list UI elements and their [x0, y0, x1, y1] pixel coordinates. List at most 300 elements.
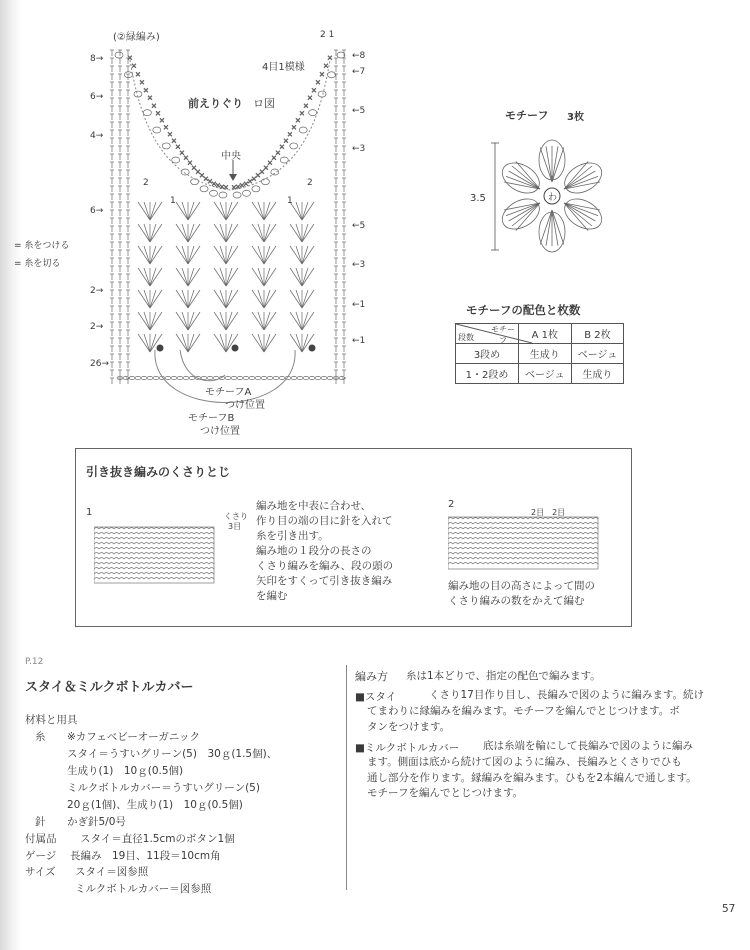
stitch [214, 224, 226, 242]
knit-loop [134, 528, 139, 530]
knit-loop [473, 543, 478, 545]
stitch [280, 157, 288, 163]
stitch: × [235, 182, 241, 191]
table-header-b: B 2枚 [571, 324, 624, 344]
right-row-number: ←3 [352, 260, 366, 270]
knit-loop [109, 538, 114, 540]
knit-loop [174, 558, 179, 560]
stitch [226, 334, 232, 352]
knit-loop [553, 543, 558, 545]
knit-loop [169, 553, 174, 555]
knit-loop [134, 543, 139, 545]
neckline-curve [130, 60, 330, 190]
stitch: × [187, 159, 193, 168]
knit-loop [513, 548, 518, 550]
stitch [290, 143, 298, 149]
knit-loop [448, 538, 453, 540]
right-row-number: ←3 [352, 144, 366, 154]
stitch: × [127, 54, 133, 62]
knit-loop [518, 548, 523, 550]
cover-instructions-cont: ます。側面は底から続けて図のように編み、長編みとくさりでひも 通し部分を作ります。縁編みを編みます。ひもを2本編んで通します。 モチーフを編んでとじつけます。 [367, 756, 697, 799]
knit-loop [149, 573, 154, 575]
stitch [138, 246, 150, 264]
knit-loop [518, 543, 523, 545]
knit-loop [568, 563, 573, 565]
knit-loop [568, 543, 573, 545]
knit-loop [463, 558, 468, 560]
needle-label: 針 [35, 816, 46, 828]
knit-loop [473, 563, 478, 565]
knit-loop [154, 553, 159, 555]
knit-loop [179, 533, 184, 535]
stitch [153, 377, 159, 380]
knit-loop [508, 563, 513, 565]
stitch [226, 290, 238, 308]
knit-loop [94, 553, 99, 555]
stitch [290, 334, 302, 352]
knit-loop [159, 528, 164, 530]
knit-loop [453, 553, 458, 555]
stitch [188, 334, 194, 352]
knit-loop [129, 553, 134, 555]
motif-stitch [512, 166, 540, 189]
stitch [182, 312, 188, 330]
knit-loop [194, 533, 199, 535]
knit-loop [558, 533, 563, 535]
knit-loop [199, 538, 204, 540]
stitch: × [259, 167, 265, 176]
knit-loop [453, 548, 458, 550]
stitch: × [247, 177, 253, 186]
knit-loop [563, 523, 568, 525]
knit-loop [478, 523, 483, 525]
knit-loop [508, 528, 513, 530]
knit-loop [453, 533, 458, 535]
knit-loop [568, 538, 573, 540]
knit-loop [543, 558, 548, 560]
knit-loop [129, 528, 134, 530]
left-row-number: 2→ [90, 286, 104, 296]
bib-instructions-cont: てまわりに縁編みを編みます。モチーフを編んでとじつけます。ボ タンをつけます。 [367, 705, 680, 733]
knit-loop [528, 558, 533, 560]
stitch [327, 377, 333, 380]
knit-loop [468, 558, 473, 560]
knit-loop [154, 528, 159, 530]
knit-loop [483, 558, 488, 560]
knit-loop [134, 533, 139, 535]
stitch: × [327, 54, 333, 62]
knit-loop [119, 538, 124, 540]
knit-loop [458, 523, 463, 525]
knit-loop [563, 548, 568, 550]
stitch [302, 246, 314, 264]
knit-loop [134, 538, 139, 540]
knit-loop [159, 553, 164, 555]
knit-loop [154, 563, 159, 565]
knit-loop [593, 553, 598, 555]
stitch [207, 377, 213, 380]
knit-loop [94, 543, 99, 545]
knit-loop [578, 528, 583, 530]
knit-loop [174, 568, 179, 570]
stitch [264, 334, 270, 352]
knit-loop [189, 538, 194, 540]
knit-loop [568, 518, 573, 520]
knit-loop [154, 573, 159, 575]
knit-loop [533, 538, 538, 540]
knit-loop [209, 528, 214, 530]
knit-loop [204, 543, 209, 545]
knit-loop [204, 558, 209, 560]
stitch [252, 186, 260, 192]
stitch [201, 377, 207, 380]
knit-loop [483, 523, 488, 525]
knit-loop [498, 533, 503, 535]
knit-loop [533, 558, 538, 560]
knit-loop [104, 553, 109, 555]
knit-loop [498, 518, 503, 520]
stitch [188, 312, 200, 330]
knit-loop [194, 553, 199, 555]
stitch [176, 268, 188, 286]
stitch [143, 110, 151, 116]
knit-loop [488, 563, 493, 565]
knit-loop [553, 533, 558, 535]
knit-loop [533, 548, 538, 550]
stitch [200, 186, 208, 192]
knit-loop [189, 563, 194, 565]
motif-dot [232, 345, 239, 352]
knit-loop [528, 548, 533, 550]
knit-loop [99, 568, 104, 570]
knit-loop [518, 558, 523, 560]
stitch: × [171, 136, 177, 145]
stitch [258, 224, 264, 242]
knit-loop [448, 528, 453, 530]
knit-loop [548, 543, 553, 545]
knit-loop [478, 538, 483, 540]
knit-loop [513, 533, 518, 535]
knit-loop [149, 578, 154, 580]
stitch [252, 202, 264, 220]
knit-loop [513, 528, 518, 530]
stitch [264, 312, 276, 330]
stitch [226, 290, 232, 308]
stitch: × [303, 101, 309, 110]
knit-loop [533, 563, 538, 565]
knit-loop [129, 543, 134, 545]
knit-loop [468, 538, 473, 540]
knit-loop [538, 553, 543, 555]
knit-loop [493, 533, 498, 535]
knit-loop [109, 528, 114, 530]
knit-loop [558, 563, 563, 565]
stitch [258, 312, 264, 330]
knit-loop [149, 538, 154, 540]
technique-title: 引き抜き編みのくさりとじ [86, 465, 231, 479]
knit-loop [483, 548, 488, 550]
stitch [220, 202, 226, 220]
knit-loop [154, 533, 159, 535]
knit-loop [194, 528, 199, 530]
knit-loop [99, 528, 104, 530]
knit-loop [518, 563, 523, 565]
knit-loop [144, 543, 149, 545]
stitch [188, 290, 200, 308]
knit-loop [523, 523, 528, 525]
knit-loop [114, 568, 119, 570]
stitch: × [311, 86, 317, 95]
stitch [231, 377, 237, 380]
knit-loop [578, 553, 583, 555]
knit-loop [528, 533, 533, 535]
knit-loop [558, 538, 563, 540]
left-row-number: 26→ [90, 359, 109, 369]
stitch [176, 202, 188, 220]
knit-loop [518, 553, 523, 555]
knit-loop [523, 563, 528, 565]
table-row: 1・2段め ベージュ 生成り [456, 364, 624, 384]
knit-loop [498, 543, 503, 545]
knit-loop [99, 543, 104, 545]
knit-loop [179, 548, 184, 550]
motif-stitch [552, 146, 558, 182]
legend-cut: = 糸を切る [14, 259, 61, 269]
stitch [141, 377, 147, 380]
color-table-title: モチーフの配色と枚数 [466, 303, 581, 317]
knit-loop [174, 543, 179, 545]
stitch [226, 268, 238, 286]
knit-loop [189, 548, 194, 550]
knit-loop [209, 568, 214, 570]
stitch [226, 202, 238, 220]
stitch [258, 268, 264, 286]
stitch [176, 312, 188, 330]
knit-loop [483, 538, 488, 540]
knit-loop [104, 533, 109, 535]
knit-loop [149, 548, 154, 550]
left-row-number: 8→ [90, 54, 104, 64]
knit-loop [543, 523, 548, 525]
column-numbers: 2 1 [320, 30, 335, 40]
knit-loop [134, 558, 139, 560]
knit-loop [493, 528, 498, 530]
knit-loop [528, 518, 533, 520]
knit-loop [134, 578, 139, 580]
knit-loop [189, 553, 194, 555]
knit-loop [154, 578, 159, 580]
knit-loop [169, 573, 174, 575]
knit-loop [144, 558, 149, 560]
knit-loop [568, 548, 573, 550]
knit-loop [164, 533, 169, 535]
knit-loop [573, 518, 578, 520]
knit-loop [538, 518, 543, 520]
knit-loop [508, 538, 513, 540]
knit-loop [553, 548, 558, 550]
knit-loop [518, 523, 523, 525]
knit-loop [453, 528, 458, 530]
knit-loop [503, 563, 508, 565]
knit-loop [99, 578, 104, 580]
knit-loop [533, 528, 538, 530]
knit-loop [99, 558, 104, 560]
knit-loop [573, 533, 578, 535]
stitch [150, 268, 156, 286]
stitch [214, 202, 226, 220]
stitch [302, 290, 314, 308]
knit-loop [498, 538, 503, 540]
knit-loop [194, 568, 199, 570]
knit-loop [518, 533, 523, 535]
stitch [182, 246, 188, 264]
stitch [182, 268, 188, 286]
knit-loop [199, 558, 204, 560]
knit-loop [144, 578, 149, 580]
knit-loop [174, 573, 179, 575]
knit-loop [513, 538, 518, 540]
stitch [271, 169, 279, 175]
motif-stitch [546, 146, 552, 182]
knit-loop [563, 533, 568, 535]
knit-loop [488, 548, 493, 550]
stitch [302, 334, 308, 352]
stitch [188, 246, 200, 264]
knit-loop [458, 518, 463, 520]
knit-loop [144, 573, 149, 575]
knit-loop [109, 568, 114, 570]
knit-loop [503, 528, 508, 530]
knit-loop [563, 563, 568, 565]
knit-loop [558, 553, 563, 555]
center-arrow-head [229, 174, 237, 181]
inner-label: 2 [307, 178, 313, 188]
stitch [165, 377, 171, 380]
knit-loop [568, 533, 573, 535]
knit-loop [109, 553, 114, 555]
knit-loop [583, 528, 588, 530]
page-number: 57 [722, 903, 736, 915]
knit-loop [573, 563, 578, 565]
knit-loop [543, 548, 548, 550]
knit-loop [503, 558, 508, 560]
left-row-number: 6→ [90, 206, 104, 216]
stitch [150, 334, 156, 352]
knit-loop [553, 563, 558, 565]
knit-loop [508, 558, 513, 560]
knit-loop [94, 563, 99, 565]
knit-loop [578, 538, 583, 540]
knit-loop [483, 518, 488, 520]
knit-loop [209, 563, 214, 565]
stitch: × [255, 171, 261, 180]
knit-loop [553, 558, 558, 560]
stitch [150, 312, 162, 330]
knit-loop [503, 533, 508, 535]
knit-loop [164, 543, 169, 545]
knit-loop [548, 523, 553, 525]
stitch [214, 290, 226, 308]
motif-stitch [552, 210, 564, 245]
step1-number: 1 [86, 507, 93, 518]
knit-loop [94, 568, 99, 570]
knit-loop [179, 573, 184, 575]
knit-loop [184, 538, 189, 540]
knit-loop [144, 528, 149, 530]
stitch: × [299, 109, 305, 118]
stitch [258, 290, 264, 308]
motif-stitch [552, 147, 564, 182]
knit-loop [543, 533, 548, 535]
knit-loop [548, 553, 553, 555]
knit-loop [588, 518, 593, 520]
svg-text:わ: わ [548, 193, 558, 203]
knit-loop [104, 568, 109, 570]
knit-loop [119, 533, 124, 535]
knit-loop [174, 533, 179, 535]
knit-loop [184, 573, 189, 575]
swatch-outline [448, 517, 598, 569]
stitch [226, 312, 232, 330]
knit-loop [478, 543, 483, 545]
knit-loop [463, 543, 468, 545]
stitch [153, 127, 161, 133]
knit-loop [99, 533, 104, 535]
knit-loop [478, 548, 483, 550]
stitch [264, 290, 276, 308]
knit-loop [169, 533, 174, 535]
knit-loop [493, 563, 498, 565]
stitch: × [219, 182, 225, 191]
knit-loop [189, 543, 194, 545]
stitch: × [195, 167, 201, 176]
knit-loop [119, 573, 124, 575]
knit-loop [493, 543, 498, 545]
chart-title: 前えりぐり [188, 97, 243, 110]
knit-loop [578, 548, 583, 550]
knit-loop [139, 548, 144, 550]
stitch: × [283, 136, 289, 145]
knit-loop [164, 573, 169, 575]
bib-label: ■スタイ [355, 691, 397, 703]
knit-loop [593, 558, 598, 560]
knit-loop [458, 533, 463, 535]
step1-chain-count: 3目 [228, 522, 242, 531]
knit-loop [593, 563, 598, 565]
stitch [249, 377, 255, 380]
knit-loop [159, 533, 164, 535]
stitch [219, 192, 227, 198]
knit-loop [583, 523, 588, 525]
knit-loop [159, 563, 164, 565]
stitch [302, 268, 314, 286]
knit-loop [94, 558, 99, 560]
knit-loop [528, 528, 533, 530]
knit-loop [184, 568, 189, 570]
stitch: × [251, 174, 257, 183]
stitch: × [263, 163, 269, 172]
right-row-number: ←7 [352, 67, 366, 77]
stitch [321, 377, 327, 380]
stitch: × [151, 101, 157, 110]
knit-loop [513, 543, 518, 545]
knit-loop [538, 558, 543, 560]
knit-loop [463, 533, 468, 535]
knit-loop [119, 558, 124, 560]
stitch [290, 312, 302, 330]
stitch [264, 268, 276, 286]
knit-loop [209, 548, 214, 550]
